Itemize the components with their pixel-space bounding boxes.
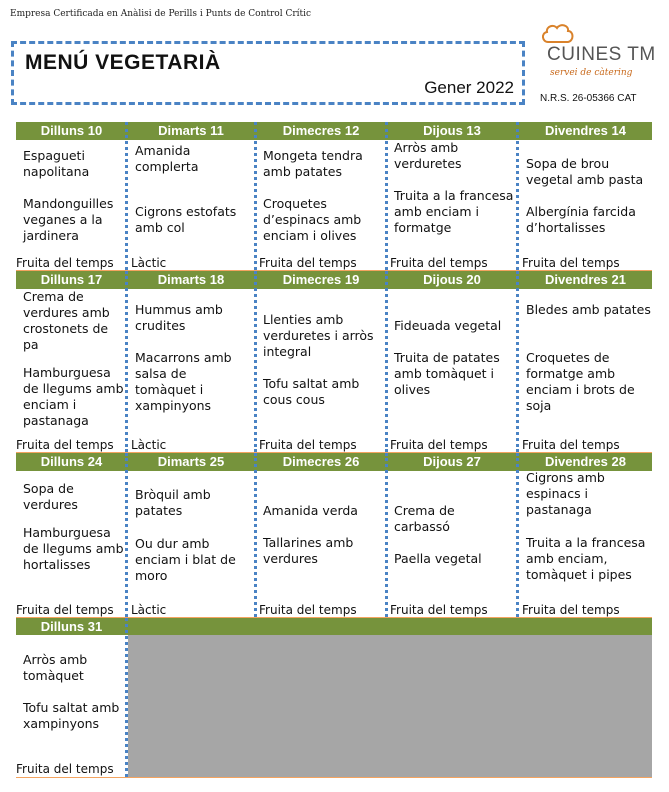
dessert: Fruita del temps: [390, 256, 488, 270]
first-course: Hummus amb crudites: [135, 302, 223, 333]
title-box: [11, 41, 525, 105]
day-name: Divendres 21: [545, 272, 626, 287]
first-course: Arròs amb tomàquet: [23, 652, 88, 683]
chef-hat-icon: [540, 22, 576, 46]
dessert: Fruita del temps: [16, 603, 114, 617]
day-name: Dimecres 26: [282, 454, 360, 469]
column-divider: [125, 271, 128, 452]
first-course: Espagueti napolitana: [23, 148, 90, 179]
logo-name: CUINES TM: [547, 44, 656, 65]
second-course: Truita de patates amb tomàquet i olives: [394, 350, 500, 397]
day-name: Dimecres 19: [282, 272, 360, 287]
first-course: Sopa de brou vegetal amb pasta: [526, 156, 644, 187]
second-course: Paella vegetal: [394, 551, 482, 566]
dessert: Fruita del temps: [259, 603, 357, 617]
first-course: Arròs amb verduretes: [394, 140, 462, 171]
second-course: Hamburguesa de llegums amb enciam i pastanaga: [23, 365, 124, 428]
day-name: Dijous 20: [423, 272, 481, 287]
empty-cell: [128, 635, 652, 777]
column-divider: [385, 122, 388, 270]
first-course: Llenties amb verduretes i arròs integral: [263, 312, 374, 359]
day-name: Dimarts 11: [158, 123, 224, 138]
company-logo: [538, 22, 658, 82]
dessert: Làctic: [131, 256, 167, 270]
column-divider: [125, 453, 128, 617]
second-course: Croquetes d’espinacs amb enciam i olives: [263, 196, 362, 243]
column-divider: [385, 271, 388, 452]
second-course: Croquetes de formatge amb enciam i brots de soja: [526, 350, 635, 413]
first-course: Amanida complerta: [135, 143, 199, 174]
second-course: Tallarines amb verdures: [263, 535, 354, 566]
second-course: Cigrons estofats amb col: [135, 204, 237, 235]
first-course: Cigrons amb espinacs i pastanaga: [526, 470, 605, 517]
dessert: Fruita del temps: [390, 603, 488, 617]
column-divider: [516, 271, 519, 452]
dessert: Fruita del temps: [259, 438, 357, 452]
second-course: Mandonguilles veganes a la jardinera: [23, 196, 114, 243]
column-divider: [125, 122, 128, 270]
second-course: Albergínia farcida d’hortalisses: [526, 204, 636, 235]
dessert: Fruita del temps: [522, 603, 620, 617]
first-course: Bledes amb patates: [526, 302, 651, 317]
first-course: Amanida verda: [263, 503, 358, 518]
registration-number: N.R.S. 26-05366 CAT: [540, 93, 637, 104]
certification-text: Empresa Certificada en Anàlisi de Perills i Punts de Control Crític: [10, 9, 312, 19]
first-course: Sopa de verdures: [23, 481, 78, 512]
row-divider: [16, 777, 652, 778]
second-course: Tofu saltat amb xampinyons: [23, 700, 120, 731]
dessert: Fruita del temps: [16, 438, 114, 452]
column-divider: [516, 453, 519, 617]
first-course: Crema de verdures amb crostonets de pa: [23, 289, 110, 352]
dessert: Làctic: [131, 603, 167, 617]
day-name: Divendres 28: [545, 454, 626, 469]
first-course: Fideuada vegetal: [394, 318, 502, 333]
day-name: Dijous 13: [423, 123, 481, 138]
dessert: Fruita del temps: [390, 438, 488, 452]
dessert: Fruita del temps: [16, 256, 114, 270]
column-divider: [516, 122, 519, 270]
second-course: Ou dur amb enciam i blat de moro: [135, 536, 236, 583]
second-course: Hamburguesa de llegums amb hortalisses: [23, 525, 124, 572]
column-divider: [254, 453, 257, 617]
menu-title: MENÚ VEGETARIÀ: [25, 51, 221, 74]
day-name: Dijous 27: [423, 454, 481, 469]
dessert: Fruita del temps: [522, 256, 620, 270]
day-name: Dimarts 25: [157, 454, 225, 469]
column-divider: [254, 122, 257, 270]
day-name: Dimarts 18: [157, 272, 225, 287]
column-divider: [254, 271, 257, 452]
day-name: Dilluns 31: [40, 619, 103, 634]
menu-month: Gener 2022: [424, 78, 514, 97]
day-name: Dilluns 17: [40, 272, 103, 287]
second-course: Macarrons amb salsa de tomàquet i xampinyons: [135, 350, 232, 413]
second-course: Truita a la francesa amb enciam i formatge: [394, 188, 514, 235]
day-name: Dilluns 10: [40, 123, 103, 138]
dessert: Fruita del temps: [522, 438, 620, 452]
first-course: Crema de carbassó: [394, 503, 455, 534]
column-divider: [125, 618, 128, 777]
day-name: Divendres 14: [545, 123, 626, 138]
first-course: Bròquil amb patates: [135, 487, 211, 518]
day-name: Dimecres 12: [282, 123, 360, 138]
second-course: Tofu saltat amb cous cous: [263, 376, 360, 407]
first-course: Mongeta tendra amb patates: [263, 148, 363, 179]
second-course: Truita a la francesa amb enciam, tomàquet i pipes: [526, 535, 646, 582]
day-name: Dilluns 24: [40, 454, 103, 469]
dessert: Fruita del temps: [259, 256, 357, 270]
dessert: Làctic: [131, 438, 167, 452]
dessert: Fruita del temps: [16, 762, 114, 776]
logo-tagline: servei de càtering: [550, 68, 633, 78]
column-divider: [385, 453, 388, 617]
